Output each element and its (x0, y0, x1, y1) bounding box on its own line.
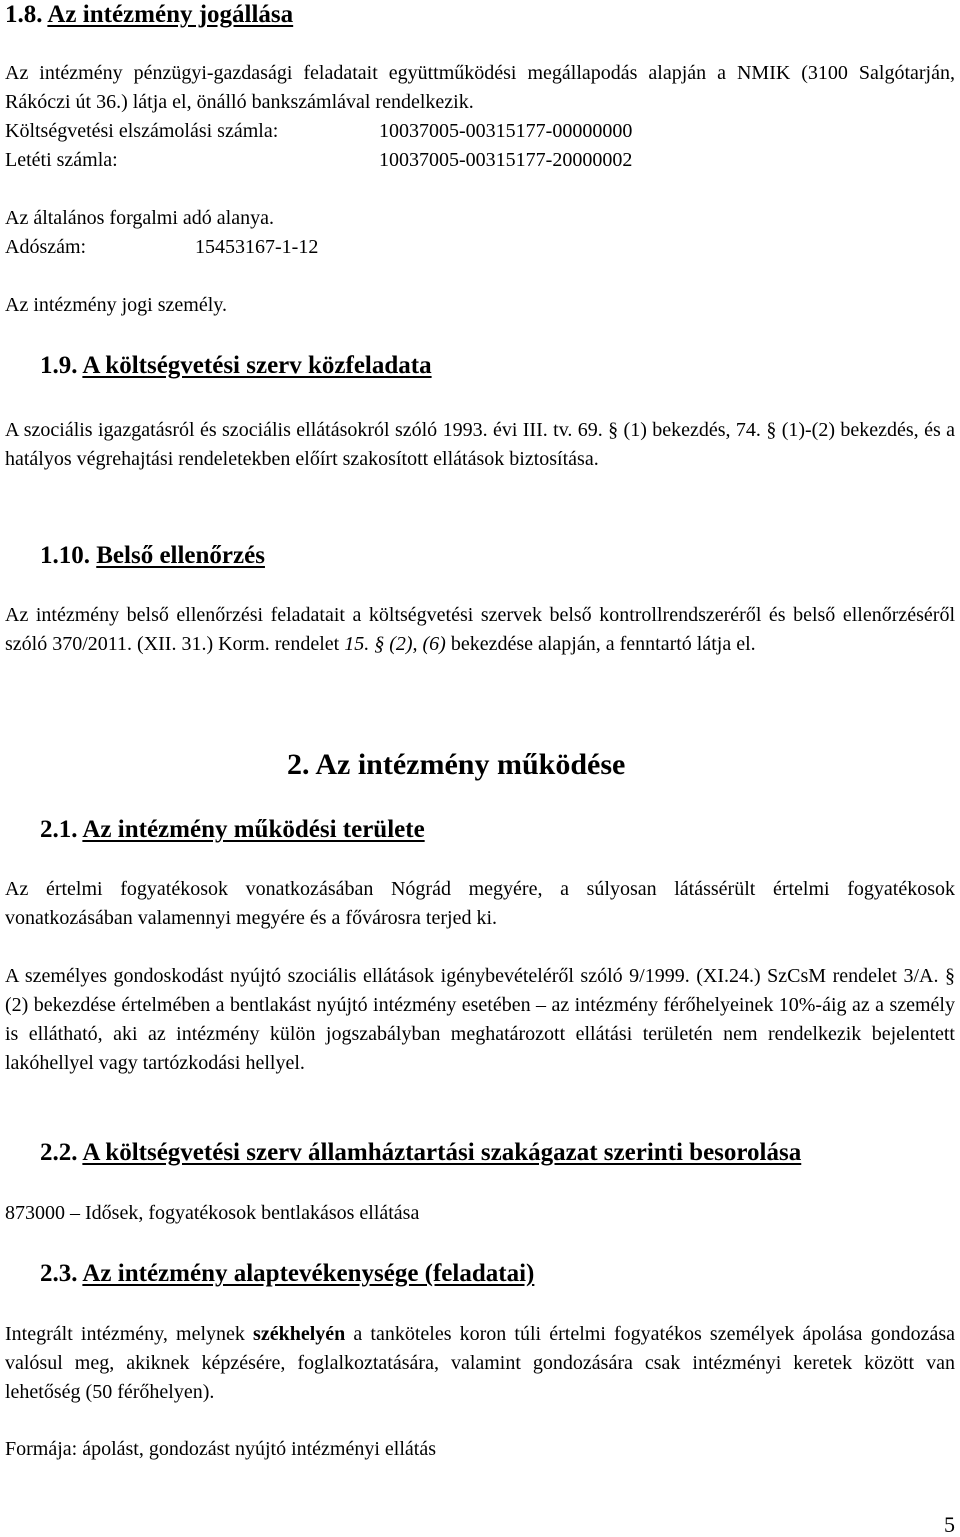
account-row-budget (5, 117, 955, 146)
heading-number: 1.8. (5, 1, 43, 28)
account-label: Költségvetési elszámolási számla: (5, 120, 279, 142)
tax-label: Adószám: (5, 236, 87, 258)
heading-title: A költségvetési szerv közfeladata (82, 352, 432, 379)
paragraph-internal-audit (5, 601, 955, 659)
heading-number: 2.2. (40, 1139, 78, 1166)
tax-number-row (5, 233, 955, 262)
heading-title: Az intézmény működési területe (82, 816, 425, 843)
heading-number: 1.9. (40, 352, 78, 379)
text-run-bold: székhelyén (253, 1323, 346, 1345)
paragraph-core-activity (5, 1320, 955, 1407)
text-run: a tanköteles koron túli értelmi fogyatékos személyek ápolása gondozása valósul meg, akiknek képzésére, foglalkoztatására, valamint gondozására csak intézményi keretek között van lehetőség (50 férőhelyen). (5, 1323, 955, 1403)
tax-value: 15453167-1-12 (195, 236, 319, 258)
paragraph-admission: A személyes gondoskodást nyújtó szociális ellátások igénybevételéről szóló 9/1999. (XI.24.) SzCsM rendelet 3/A. § (2) bekezdése értelmében a bentlakást nyújtó intézmény esetében – az intézmény férőhelyeinek 10%-áig az a személy is ellátható, aki az intézmény külön jogszabályban meghatározott ellátási területén nem rendelkezik bejelentett lakóhellyel vagy tartózkodási hellyel. (5, 965, 955, 1074)
heading-number: 2.3. (40, 1260, 78, 1287)
heading-number: 1.10. (40, 542, 90, 569)
heading-1-8 (5, 0, 955, 30)
account-label: Letéti számla: (5, 149, 118, 171)
heading-2-1 (40, 815, 940, 845)
heading-2-3 (40, 1259, 940, 1289)
paragraph-public-task: A szociális igazgatásról és szociális ellátásokról szóló 1993. évi III. tv. 69. § (1) bekezdés, 74. § (1)-(2) bekezdés, és a hatályos végrehajtási rendeletekben előírt szakosított ellátások biztosítása. (5, 419, 955, 470)
paragraph-operating-area: Az értelmi fogyatékosok vonatkozásában Nógrád megyére, a súlyosan látássérült értelmi fogyatékosok vonatkozásában valamennyi megyére és a fővárosra terjed ki. (5, 878, 955, 929)
account-row-deposit (5, 146, 955, 175)
paragraph-financial-management: Az intézmény pénzügyi-gazdasági feladatait együttműködési megállapodás alapján a NMIK (3100 Salgótarján, Rákóczi út 36.) látja el, önálló bankszámlával rendelkezik. (5, 62, 955, 113)
legal-person-statement: Az intézmény jogi személy. (5, 294, 227, 316)
heading-title: Az intézmény alaptevékenysége (feladatai) (82, 1260, 535, 1287)
heading-1-9 (40, 351, 940, 381)
form-of-care-line: Formája: ápolást, gondozást nyújtó intézményi ellátás (5, 1438, 437, 1460)
account-value: 10037005-00315177-20000002 (379, 149, 633, 171)
text-run: bekezdése alapján, a fenntartó látja el. (445, 633, 756, 655)
heading-number: 2.1. (40, 816, 78, 843)
classification-line: 873000 – Idősek, fogyatékosok bentlakásos ellátása (5, 1202, 420, 1224)
chapter-title: 2. Az intézmény működése (287, 748, 626, 781)
heading-title: A költségvetési szerv államháztartási szakágazat szerinti besorolása (82, 1139, 802, 1166)
text-run: Az intézmény belső ellenőrzési feladatait a költségvetési szervek belső kontrollrendszeréről és belső ellenőrzéséről szóló 370/2011. (XII. 31.) Korm. rendelet (5, 604, 955, 655)
text-run-italic: 15. § (2), (6) (344, 633, 446, 655)
heading-title: Az intézmény jogállása (47, 1, 294, 28)
text-run: Integrált intézmény, melynek (5, 1323, 254, 1345)
vat-statement: Az általános forgalmi adó alanya. (5, 207, 274, 229)
page-number: 5 (944, 1512, 955, 1537)
heading-title: Belső ellenőrzés (96, 542, 265, 569)
heading-1-10 (40, 541, 940, 571)
account-value: 10037005-00315177-00000000 (379, 120, 633, 142)
heading-2-2 (40, 1138, 955, 1168)
